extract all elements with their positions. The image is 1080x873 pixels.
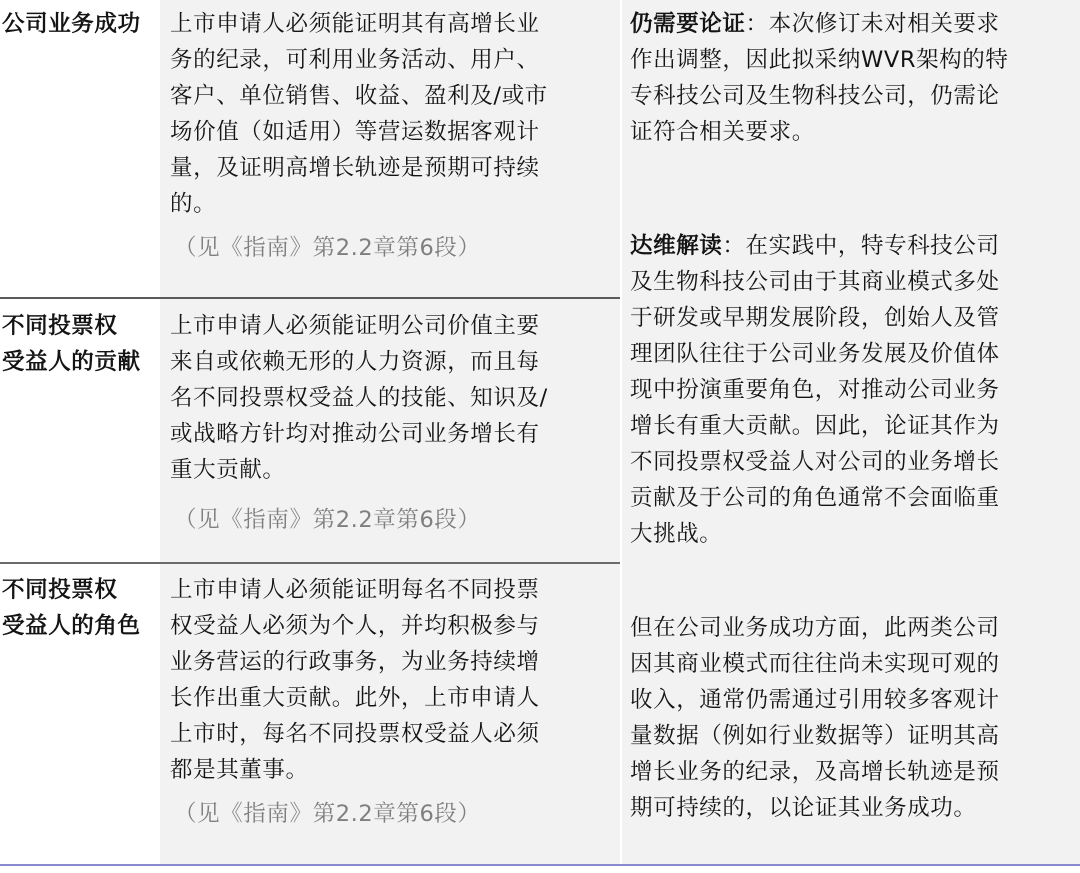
body-line: 名不同投票权受益人的技能、知识及/ — [170, 385, 548, 411]
commentary-line: 但在公司业务成功方面，此两类公司 — [630, 615, 1000, 641]
commentary-line: 证符合相关要求。 — [630, 119, 815, 145]
body-line: 来自或依赖无形的人力资源，而且每 — [170, 349, 540, 375]
commentary-block-still-required — [630, 6, 1076, 150]
row-label-wvr-contribution — [2, 308, 160, 380]
commentary-line: 及生物科技公司由于其商业模式多处 — [630, 269, 1000, 295]
body-line: 都是其董事。 — [170, 757, 309, 783]
commentary-line: 理团队往往于公司业务发展及价值体 — [630, 341, 1000, 367]
row-label-wvr-role — [2, 572, 160, 644]
commentary-heading: 仍需要论证 — [630, 11, 746, 37]
commentary-heading: 达维解读 — [630, 233, 723, 259]
body-line: 重大贡献。 — [170, 457, 286, 483]
commentary-block-davis-interpretation — [630, 228, 1076, 552]
guide-reference: （见《指南》第2.2章第6段） — [174, 801, 481, 827]
commentary-line: 大挑战。 — [630, 521, 723, 547]
commentary-line: 现中扮演重要角色，对推动公司业务 — [630, 377, 1000, 403]
body-line: 场价值（如适用）等营运数据客观计 — [170, 119, 540, 145]
body-line: 上市时，每名不同投票权受益人必须 — [170, 721, 540, 747]
commentary-line: 增长业务的纪录，及高增长轨迹是预 — [630, 759, 1000, 785]
row-body-wvr-contribution — [170, 308, 616, 538]
table-bottom-border — [0, 864, 1080, 866]
row-label-line: 受益人的贡献 — [2, 349, 141, 375]
commentary-line: 增长有重大贡献。因此，论证其作为 — [630, 413, 1000, 439]
body-line: 上市申请人必须能证明每名不同投票 — [170, 577, 540, 603]
body-line: 业务营运的行政事务，为业务持续增 — [170, 649, 540, 675]
body-line: 或战略方针均对推动公司业务增长有 — [170, 421, 540, 447]
commentary-line: 作出调整，因此拟采纳WVR架构的特 — [630, 47, 1009, 73]
commentary-line: 量数据（例如行业数据等）证明其高 — [630, 723, 1000, 749]
label-column — [0, 0, 158, 866]
body-line: 长作出重大贡献。此外，上市申请人 — [170, 685, 540, 711]
row-divider — [0, 297, 620, 299]
commentary-line — [630, 6, 1076, 42]
guide-reference: （见《指南》第2.2章第6段） — [174, 235, 481, 261]
commentary-line: 于研发或早期发展阶段，创始人及管 — [630, 305, 1000, 331]
row-label-business-success — [2, 6, 160, 42]
body-line: 客户、单位销售、收益、盈利及/或市 — [170, 83, 548, 109]
row-body-business-success — [170, 6, 616, 266]
commentary-line: 贡献及于公司的角色通常不会面临重 — [630, 485, 1000, 511]
commentary-line — [630, 228, 1076, 264]
commentary-line: 期可持续的，以论证其业务成功。 — [630, 795, 977, 821]
body-line: 量，及证明高增长轨迹是预期可持续 — [170, 155, 540, 181]
body-line: 上市申请人必须能证明公司价值主要 — [170, 313, 540, 339]
row-divider — [0, 562, 620, 564]
commentary-block-business-success — [630, 610, 1076, 826]
row-body-wvr-role — [170, 572, 616, 832]
guide-reference: （见《指南》第2.2章第6段） — [174, 507, 481, 533]
row-label-line: 公司业务成功 — [2, 11, 141, 37]
commentary-text: ：在实践中，特专科技公司 — [722, 233, 1000, 259]
row-label-line: 不同投票权 — [2, 577, 118, 603]
row-label-line: 不同投票权 — [2, 313, 118, 339]
body-line: 上市申请人必须能证明其有高增长业 — [170, 11, 540, 37]
commentary-line: 专科技公司及生物科技公司，仍需论 — [630, 83, 1000, 109]
row-label-line: 受益人的角色 — [2, 613, 141, 639]
commentary-line: 不同投票权受益人对公司的业务增长 — [630, 449, 1000, 475]
body-line: 务的纪录，可利用业务活动、用户、 — [170, 47, 540, 73]
body-line: 权受益人必须为个人，并均积极参与 — [170, 613, 540, 639]
commentary-line: 因其商业模式而往往尚未实现可观的 — [630, 651, 1000, 677]
body-line: 的。 — [170, 191, 217, 217]
commentary-line: 收入，通常仍需通过引用较多客观计 — [630, 687, 1000, 713]
commentary-text: ：本次修订未对相关要求 — [745, 11, 1000, 37]
